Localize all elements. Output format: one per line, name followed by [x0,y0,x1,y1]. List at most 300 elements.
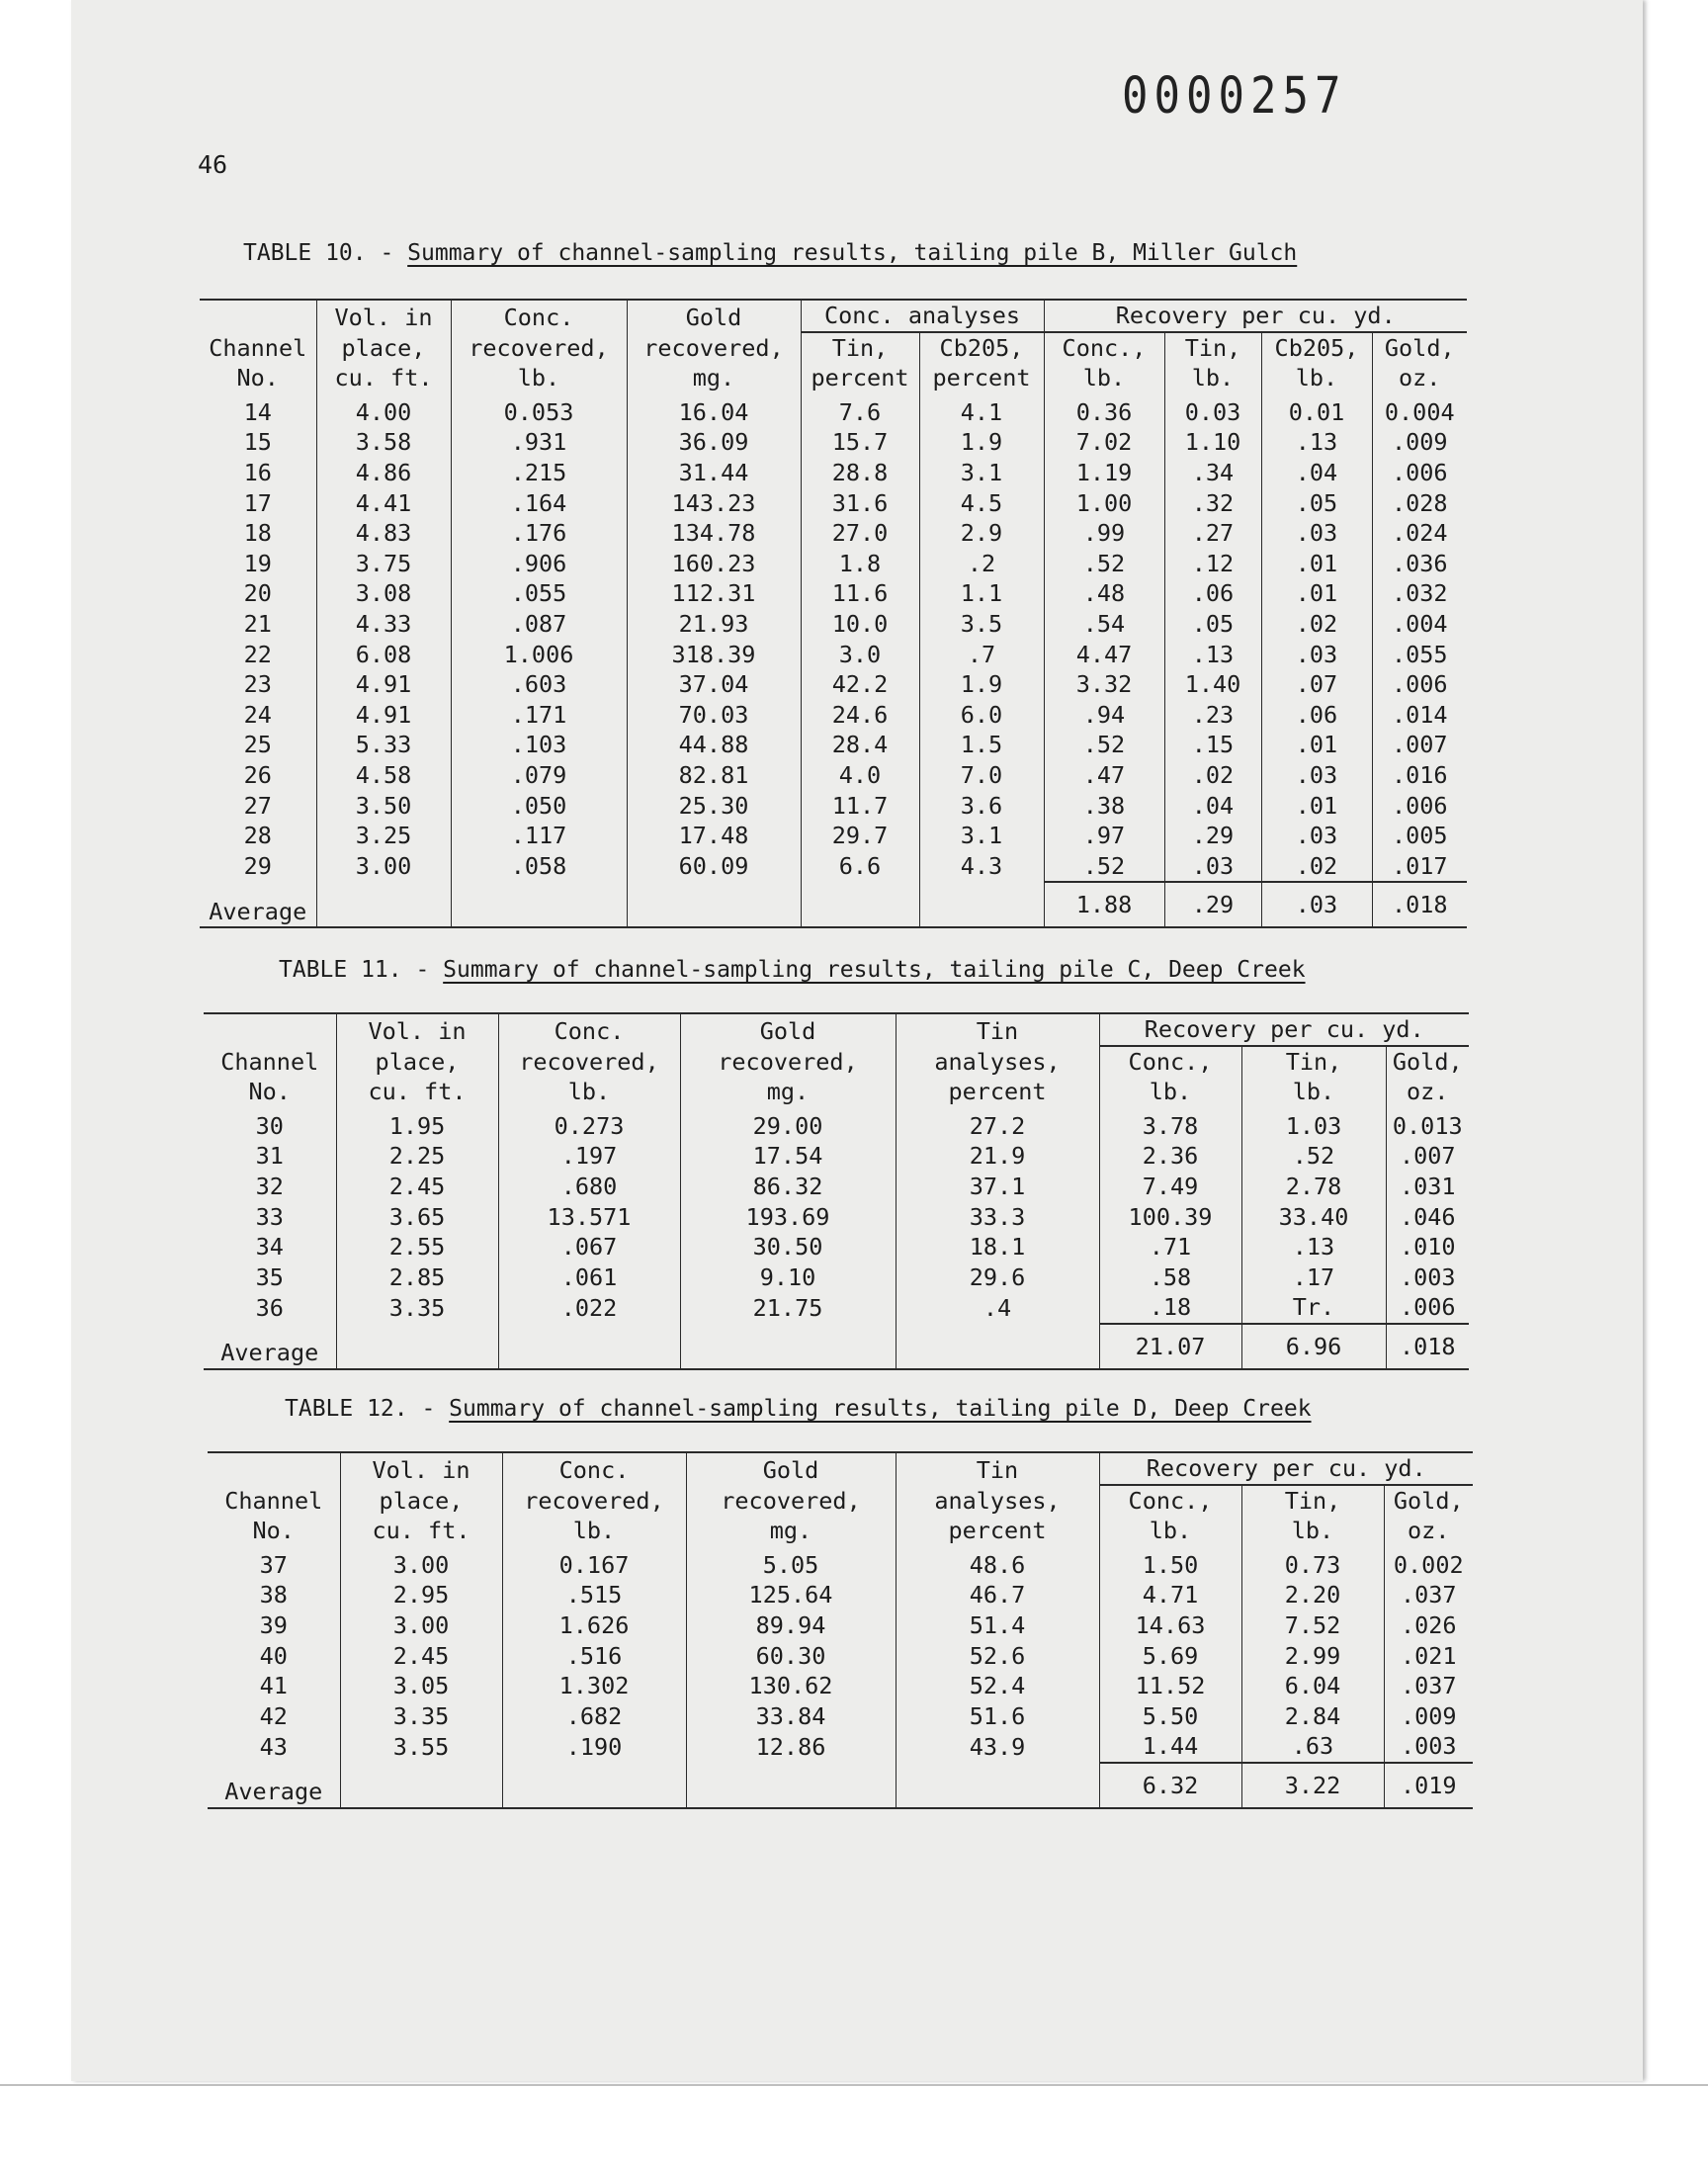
table-cell: .23 [1164,700,1261,731]
table-cell: 2.95 [340,1580,502,1610]
header-rcb: Cb205, lb. [1261,332,1372,393]
table-cell: .71 [1099,1232,1241,1262]
table-cell: .01 [1261,730,1372,760]
table-cell: .12 [1164,549,1261,579]
table-cell: .04 [1164,791,1261,822]
header-rconc: Conc., lb. [1099,1485,1241,1546]
average-value: .018 [1372,882,1467,927]
empty-cell [680,1324,896,1369]
table-cell: 1.9 [919,427,1044,458]
table-cell: 1.19 [1044,458,1164,488]
table-row [204,1107,1469,1142]
table-cell: 13.571 [498,1202,680,1233]
table-cell: .02 [1261,609,1372,640]
header-rconc: Conc., lb. [1099,1046,1241,1107]
table-cell: .031 [1386,1172,1469,1202]
table-cell: 0.273 [498,1107,680,1142]
channel-cell: 33 [255,1202,284,1231]
header-recovery-group: Recovery per cu. yd. [1044,300,1467,332]
table-cell: 7.02 [1044,427,1164,458]
table-11 [204,1012,1469,1370]
table-cell: 52.4 [896,1671,1099,1701]
table-cell: 3.00 [340,1610,502,1641]
header-channel: Channel No. [208,1452,340,1546]
header-conc: Conc. recovered, lb. [498,1013,680,1107]
table-cell: 160.23 [627,549,801,579]
table-cell: 27.2 [896,1107,1099,1142]
channel-cell: 29 [243,852,272,881]
table-cell: .006 [1372,791,1467,822]
table-cell: .58 [1099,1262,1241,1293]
table-cell: 30.50 [680,1232,896,1262]
average-value: 6.96 [1241,1324,1386,1369]
table-row [204,1202,1469,1233]
average-value: 6.32 [1099,1763,1241,1808]
table-cell: .021 [1384,1641,1473,1672]
table-row [200,851,1467,883]
channel-cell: 40 [259,1641,288,1670]
channel-cell: 28 [243,822,272,850]
table-cell: 2.78 [1241,1172,1386,1202]
channel-cell: 14 [243,397,272,426]
empty-cell [801,882,919,927]
table-cell: 12.86 [686,1731,896,1763]
table-cell: 3.50 [316,791,451,822]
table-cell: 3.55 [340,1731,502,1763]
table-row [200,700,1467,731]
channel-cell: 15 [243,428,272,457]
average-value: .29 [1164,882,1261,927]
table-cell: 60.30 [686,1641,896,1672]
table-cell: 16.04 [627,393,801,428]
table-cell: 29.6 [896,1262,1099,1293]
table-10 [200,299,1467,928]
empty-cell [627,882,801,927]
average-value: .018 [1386,1324,1469,1369]
table-cell: .4 [896,1292,1099,1324]
table-cell: 6.6 [801,851,919,883]
table-cell: 4.83 [316,518,451,549]
average-value: .019 [1384,1763,1473,1808]
table-cell: .058 [451,851,627,883]
table-cell: 48.6 [896,1546,1099,1581]
table-cell: 0.36 [1044,393,1164,428]
table-cell: 4.58 [316,760,451,791]
table-cell: 100.39 [1099,1202,1241,1233]
table-row [208,1671,1473,1701]
channel-cell: 32 [255,1172,284,1200]
table-cell: .055 [451,578,627,609]
table-cell: 4.91 [316,700,451,731]
channel-cell: 38 [259,1581,288,1610]
table-10-title: TABLE 10. - Summary of channel-sampling results, tailing pile B, Miller Gulch [243,240,1298,266]
empty-cell [451,882,627,927]
table-cell: 143.23 [627,488,801,519]
channel-cell: 43 [259,1732,288,1761]
table-cell: .99 [1044,518,1164,549]
table-cell: 21.9 [896,1141,1099,1172]
table-cell: 37.04 [627,669,801,700]
channel-cell: 31 [255,1142,284,1171]
table-cell: .006 [1372,458,1467,488]
table-cell: .29 [1164,821,1261,851]
table-cell: 3.00 [316,851,451,883]
table-cell: 27.0 [801,518,919,549]
table-cell: 18.1 [896,1232,1099,1262]
table-cell: 3.65 [336,1202,498,1233]
channel-cell: 34 [255,1233,284,1262]
table-cell: 4.1 [919,393,1044,428]
table-cell: 29.00 [680,1107,896,1142]
table-cell: .009 [1384,1701,1473,1732]
table-cell: 1.00 [1044,488,1164,519]
table-cell: .037 [1384,1580,1473,1610]
channel-cell: 42 [259,1701,288,1730]
channel-cell: 24 [243,700,272,729]
table-cell: 2.55 [336,1232,498,1262]
table-cell: 2.36 [1099,1141,1241,1172]
channel-cell: 23 [243,670,272,699]
average-row [200,882,1467,927]
table-cell: 1.626 [502,1610,686,1641]
table-cell: 3.05 [340,1671,502,1701]
table-cell: 0.053 [451,393,627,428]
average-value: 1.88 [1044,882,1164,927]
table-cell: 0.167 [502,1546,686,1581]
header-vol: Vol. in place, cu. ft. [336,1013,498,1107]
table-row [200,791,1467,822]
table-cell: .006 [1386,1292,1469,1324]
page-edge [0,2084,1708,2086]
channel-cell: 18 [243,519,272,548]
table-cell: .05 [1261,488,1372,519]
table-row [200,549,1467,579]
table-cell: 4.0 [801,760,919,791]
table-cell: 5.05 [686,1546,896,1581]
table-cell: .17 [1241,1262,1386,1293]
table-cell: .516 [502,1641,686,1672]
header-gold: Gold recovered, mg. [627,300,801,393]
table-row [200,730,1467,760]
table-cell: .18 [1099,1292,1241,1324]
table-cell: 0.73 [1241,1546,1384,1581]
table-cell: .931 [451,427,627,458]
average-value: 21.07 [1099,1324,1241,1369]
table-cell: 2.45 [336,1172,498,1202]
table-cell: .004 [1372,609,1467,640]
table-cell: .603 [451,669,627,700]
table-cell: 2.25 [336,1141,498,1172]
table-cell: 28.8 [801,458,919,488]
table-cell: 4.86 [316,458,451,488]
table-cell: .016 [1372,760,1467,791]
table-row [200,609,1467,640]
table-cell: 0.004 [1372,393,1467,428]
table-cell: .48 [1044,578,1164,609]
table-cell: .04 [1261,458,1372,488]
table-cell: .97 [1044,821,1164,851]
table-cell: 3.1 [919,821,1044,851]
table-cell: .215 [451,458,627,488]
average-label: Average [200,882,316,927]
table-cell: 4.47 [1044,640,1164,670]
table-cell: 17.54 [680,1141,896,1172]
header-recovery-group: Recovery per cu. yd. [1099,1013,1469,1046]
header-rgold: Gold, oz. [1386,1046,1469,1107]
header-tin-analyses: Tin analyses, percent [896,1013,1099,1107]
table-cell: .34 [1164,458,1261,488]
table-cell: 70.03 [627,700,801,731]
table-cell: 51.6 [896,1701,1099,1732]
table-cell: .003 [1384,1731,1473,1763]
table-cell: 3.78 [1099,1107,1241,1142]
header-tin: Tin, percent [801,332,919,393]
table-cell: .7 [919,640,1044,670]
header-channel: Channel No. [204,1013,336,1107]
channel-cell: 20 [243,579,272,608]
table-cell: 4.71 [1099,1580,1241,1610]
table-cell: .52 [1241,1141,1386,1172]
table-cell: .06 [1261,700,1372,731]
table-cell: .94 [1044,700,1164,731]
table-row [204,1172,1469,1202]
table-cell: 43.9 [896,1731,1099,1763]
table-cell: 1.03 [1241,1107,1386,1142]
table-cell: 7.0 [919,760,1044,791]
table-cell: 112.31 [627,578,801,609]
table-cell: .026 [1384,1610,1473,1641]
table-cell: 2.20 [1241,1580,1384,1610]
table-cell: 1.8 [801,549,919,579]
table-row [208,1580,1473,1610]
header-rtin: Tin, lb. [1241,1046,1386,1107]
table-cell: 4.91 [316,669,451,700]
table-cell: 33.3 [896,1202,1099,1233]
header-tin-analyses: Tin analyses, percent [896,1452,1099,1546]
table-cell: 0.03 [1164,393,1261,428]
table-cell: 1.5 [919,730,1044,760]
table-cell: .190 [502,1731,686,1763]
table-cell: 89.94 [686,1610,896,1641]
table-row [208,1610,1473,1641]
table-cell: 3.6 [919,791,1044,822]
table-cell: 14.63 [1099,1610,1241,1641]
table-cell: .03 [1261,821,1372,851]
table-11-title: TABLE 11. - Summary of channel-sampling results, tailing pile C, Deep Creek [279,957,1306,983]
table-cell: 82.81 [627,760,801,791]
table-row [208,1546,1473,1581]
table-cell: .05 [1164,609,1261,640]
table-cell: 31.6 [801,488,919,519]
table-cell: 3.25 [316,821,451,851]
channel-cell: 35 [255,1262,284,1291]
empty-cell [896,1763,1099,1808]
table-cell: 86.32 [680,1172,896,1202]
empty-cell [498,1324,680,1369]
table-cell: 1.9 [919,669,1044,700]
page-number: 46 [198,150,228,179]
table-cell: 42.2 [801,669,919,700]
table-cell: .017 [1372,851,1467,883]
table-cell: 3.58 [316,427,451,458]
channel-cell: 30 [255,1111,284,1140]
table-cell: 125.64 [686,1580,896,1610]
table-cell: 17.48 [627,821,801,851]
table-cell: 1.44 [1099,1731,1241,1763]
empty-cell [896,1324,1099,1369]
table-cell: .52 [1044,549,1164,579]
table-cell: 29.7 [801,821,919,851]
table-cell: 3.75 [316,549,451,579]
table-cell: .007 [1372,730,1467,760]
table-cell: .13 [1241,1232,1386,1262]
table-cell: 11.52 [1099,1671,1241,1701]
table-cell: 15.7 [801,427,919,458]
table-cell: 4.5 [919,488,1044,519]
channel-cell: 19 [243,549,272,577]
table-cell: 6.04 [1241,1671,1384,1701]
table-cell: 11.7 [801,791,919,822]
table-cell: .01 [1261,549,1372,579]
table-row [200,821,1467,851]
channel-cell: 26 [243,760,272,789]
table-cell: 7.52 [1241,1610,1384,1641]
table-cell: 60.09 [627,851,801,883]
header-rtin: Tin, lb. [1164,332,1261,393]
table-cell: 134.78 [627,518,801,549]
table-cell: .032 [1372,578,1467,609]
average-value: .03 [1261,882,1372,927]
channel-cell: 21 [243,609,272,638]
table-cell: .03 [1164,851,1261,883]
header-gold: Gold recovered, mg. [680,1013,896,1107]
header-gold: Gold recovered, mg. [686,1452,896,1546]
table-cell: .061 [498,1262,680,1293]
table-cell: 2.9 [919,518,1044,549]
table-cell: .028 [1372,488,1467,519]
empty-cell [502,1763,686,1808]
channel-cell: 17 [243,488,272,517]
table-cell: .197 [498,1141,680,1172]
table-cell: .07 [1261,669,1372,700]
empty-cell [316,882,451,927]
channel-cell: 22 [243,640,272,668]
header-rgold: Gold, oz. [1372,332,1467,393]
table-row [208,1701,1473,1732]
average-row [208,1763,1473,1808]
average-row [204,1324,1469,1369]
average-label: Average [208,1763,340,1808]
table-cell: 0.002 [1384,1546,1473,1581]
channel-cell: 27 [243,791,272,820]
table-cell: .47 [1044,760,1164,791]
table-cell: 37.1 [896,1172,1099,1202]
table-cell: .164 [451,488,627,519]
channel-cell: 37 [259,1550,288,1579]
empty-cell [919,882,1044,927]
header-rconc: Conc., lb. [1044,332,1164,393]
table-cell: 28.4 [801,730,919,760]
table-cell: .036 [1372,549,1467,579]
table-cell: 3.08 [316,578,451,609]
header-rtin: Tin, lb. [1241,1485,1384,1546]
table-cell: .046 [1386,1202,1469,1233]
header-conc: Conc. recovered, lb. [502,1452,686,1546]
table-cell: 51.4 [896,1610,1099,1641]
table-cell: .176 [451,518,627,549]
table-cell: .006 [1372,669,1467,700]
table-cell: Tr. [1241,1292,1386,1324]
table-cell: 0.01 [1261,393,1372,428]
table-cell: .007 [1386,1141,1469,1172]
header-cb: Cb205, percent [919,332,1044,393]
table-cell: .03 [1261,640,1372,670]
table-cell: 193.69 [680,1202,896,1233]
table-cell: .005 [1372,821,1467,851]
table-cell: 7.49 [1099,1172,1241,1202]
table-cell: 11.6 [801,578,919,609]
table-row [208,1731,1473,1763]
table-cell: .037 [1384,1671,1473,1701]
table-cell: .38 [1044,791,1164,822]
table-cell: 1.40 [1164,669,1261,700]
table-cell: 2.85 [336,1262,498,1293]
table-cell: 24.6 [801,700,919,731]
table-cell: .03 [1261,518,1372,549]
table-cell: .682 [502,1701,686,1732]
table-cell: 7.6 [801,393,919,428]
table-row [200,760,1467,791]
table-cell: 4.00 [316,393,451,428]
table-cell: .050 [451,791,627,822]
table-cell: 0.013 [1386,1107,1469,1142]
table-cell: .010 [1386,1232,1469,1262]
table-cell: .27 [1164,518,1261,549]
header-rgold: Gold, oz. [1384,1485,1473,1546]
table-row [200,578,1467,609]
table-cell: 3.35 [340,1701,502,1732]
table-row [204,1262,1469,1293]
table-cell: .63 [1241,1731,1384,1763]
table-row [204,1141,1469,1172]
table-row [200,488,1467,519]
empty-cell [336,1324,498,1369]
table-cell: 4.41 [316,488,451,519]
table-cell: 33.40 [1241,1202,1386,1233]
header-recovery-group: Recovery per cu. yd. [1099,1452,1473,1485]
table-cell: 2.45 [340,1641,502,1672]
table-cell: 25.30 [627,791,801,822]
table-cell: 21.75 [680,1292,896,1324]
table-cell: .079 [451,760,627,791]
table-cell: 4.3 [919,851,1044,883]
table-cell: .13 [1164,640,1261,670]
header-vol: Vol. in place, cu. ft. [316,300,451,393]
average-label: Average [204,1324,336,1369]
table-cell: 2.99 [1241,1641,1384,1672]
table-cell: 1.10 [1164,427,1261,458]
table-cell: .03 [1261,760,1372,791]
header-conc-analyses: Conc. analyses [801,300,1044,332]
table-cell: 44.88 [627,730,801,760]
table-cell: 52.6 [896,1641,1099,1672]
table-row [200,669,1467,700]
table-cell: 5.69 [1099,1641,1241,1672]
table-cell: .02 [1164,760,1261,791]
table-cell: 9.10 [680,1262,896,1293]
channel-cell: 41 [259,1672,288,1700]
table-cell: 130.62 [686,1671,896,1701]
